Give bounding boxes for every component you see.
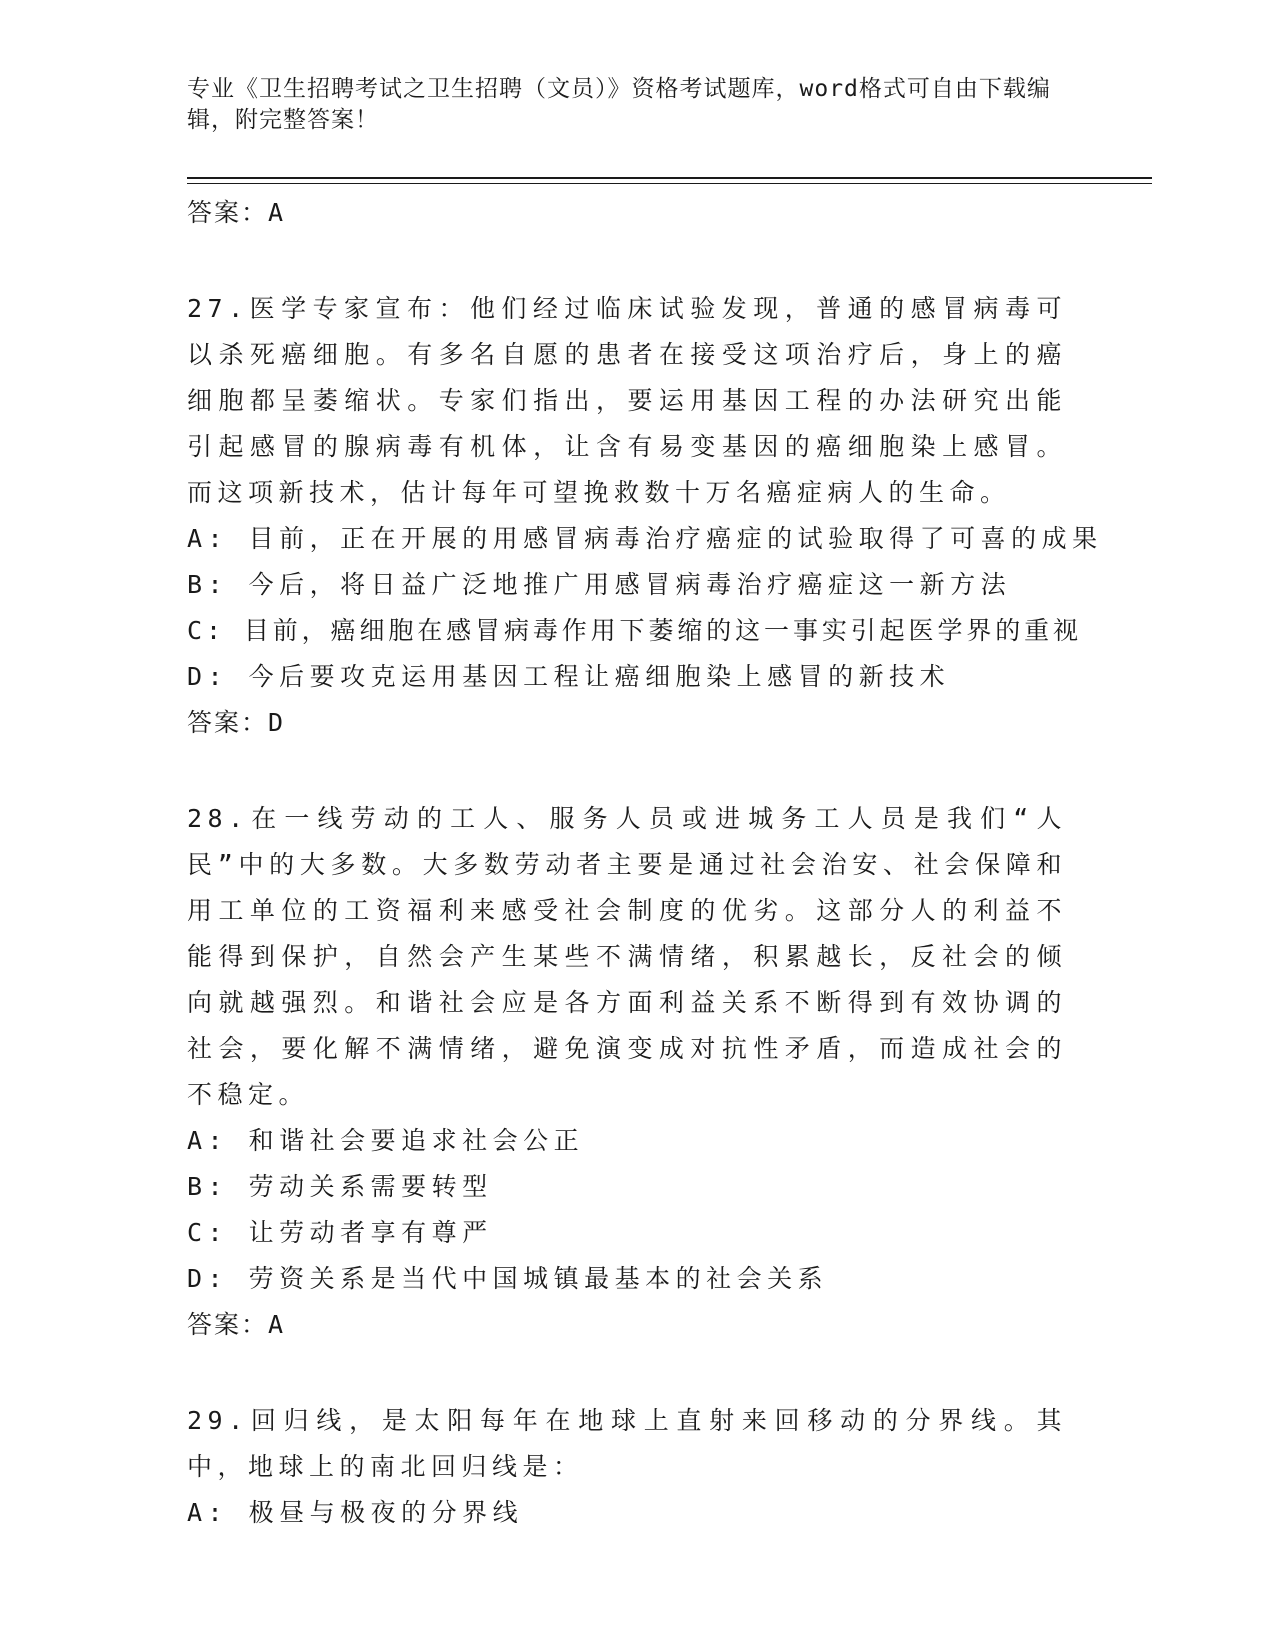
question-item [187,796,1067,1348]
header-divider-thick [187,177,1152,179]
question-stem: 27.医学专家宣布：他们经过临床试验发现，普通的感冒病毒可以杀死癌细胞。有多名自愿的患者在接受这项治疗后，身上的癌细胞都呈萎缩状。专家们指出，要运用基因工程的办法研究出能引起感冒的腺病毒有机体，让含有易变基因的癌细胞染上感冒。而这项新技术，估计每年可望挽救数十万名癌症病人的生命。 [187,294,1067,507]
previous-answer: 答案：A [187,198,286,227]
option-b: B: 今后，将日益广泛地推广用感冒病毒治疗癌症这一新方法 [187,570,1012,599]
question-list [187,190,1103,1536]
option-b: B: 劳动关系需要转型 [187,1172,493,1201]
answer: 答案：A [187,1310,286,1339]
answer: 答案：D [187,708,286,737]
question-stem: 28.在一线劳动的工人、服务人员或进城务工人员是我们“人民”中的大多数。大多数劳动者主要是通过社会治安、社会保障和用工单位的工资福利来感受社会制度的优劣。这部分人的利益不能得到保护，自然会产生某些不满情绪，积累越长，反社会的倾向就越强烈。和谐社会应是各方面利益关系不断得到有效协调的社会，要化解不满情绪，避免演变成对抗性矛盾，而造成社会的不稳定。 [187,804,1067,1109]
option-d: D: 今后要攻克运用基因工程让癌细胞染上感冒的新技术 [187,662,951,691]
page-header: 专业《卫生招聘考试之卫生招聘（文员）》资格考试题库，word格式可自由下载编辑，附完整答案！ [187,76,1051,133]
question-item [187,286,1103,746]
question-stem: 29.回归线，是太阳每年在地球上直射来回移动的分界线。其中，地球上的南北回归线是： [187,1406,1067,1481]
option-a: A: 极昼与极夜的分界线 [187,1498,524,1527]
option-d: D: 劳资关系是当代中国城镇最基本的社会关系 [187,1264,829,1293]
header-divider-thin [187,183,1152,184]
option-a: A: 目前，正在开展的用感冒病毒治疗癌症的试验取得了可喜的成果 [187,524,1103,553]
option-c: C: 让劳动者享有尊严 [187,1218,493,1247]
question-item [187,1398,1067,1536]
option-c: C: 目前，癌细胞在感冒病毒作用下萎缩的这一事实引起医学界的重视 [187,616,1082,645]
option-a: A: 和谐社会要追求社会公正 [187,1126,585,1155]
